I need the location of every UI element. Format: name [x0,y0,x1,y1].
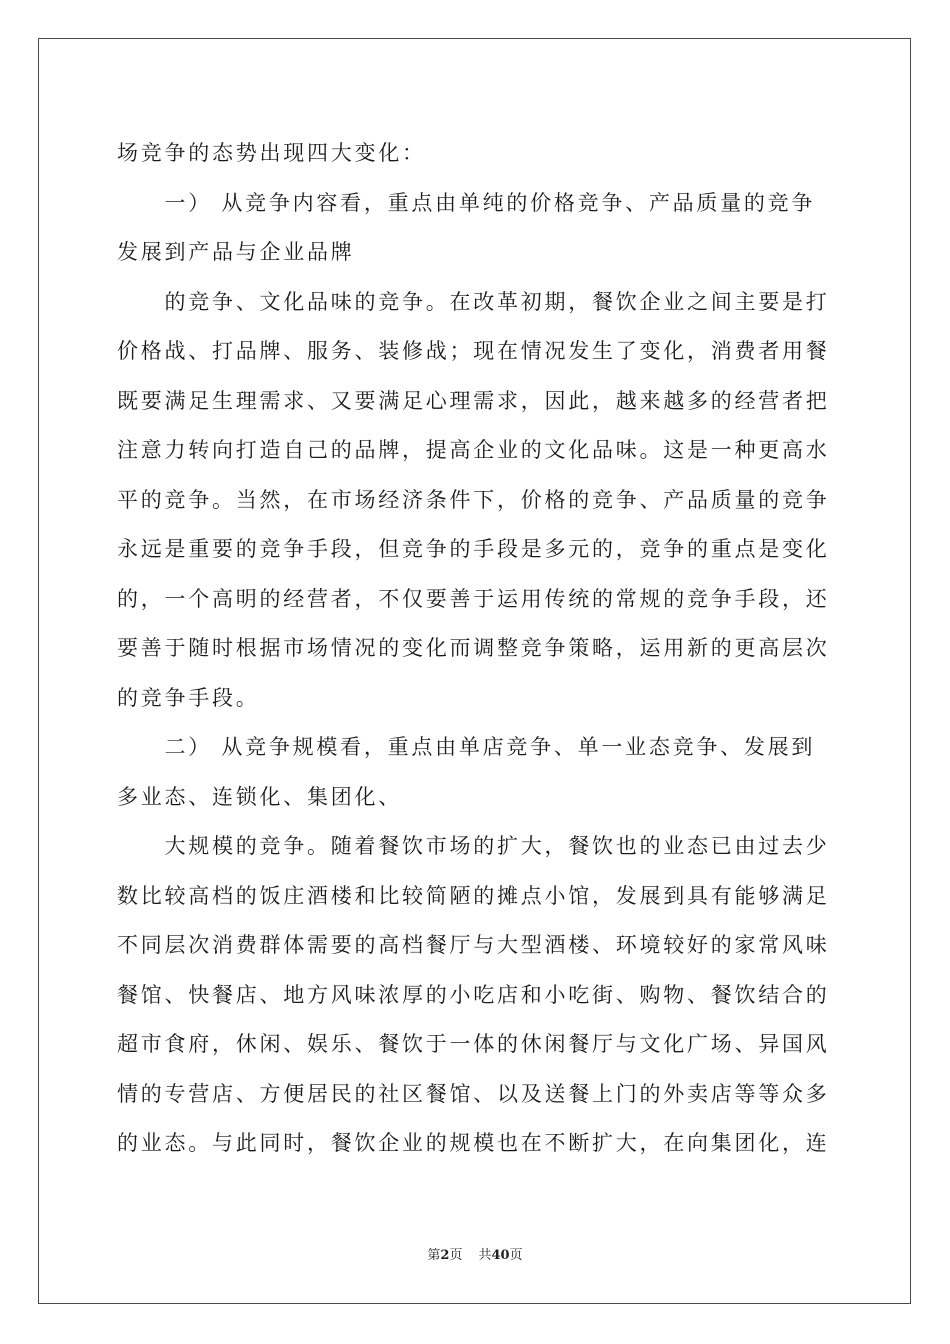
text-line: 发展到产品与企业品牌 [117,240,355,264]
text-line: 要善于随时根据市场情况的变化而调整竞争策略，运用新的更高层次 [117,636,830,660]
text-line: 一） 从竞争内容看，重点由单纯的价格竞争、产品质量的竞争 [164,190,816,215]
text-line: 场竞争的态势出现四大变化： [117,141,426,165]
text-line: 大规模的竞争。随着餐饮市场的扩大，餐饮也的业态已由过去少 [164,834,830,858]
page-footer [0,1244,950,1263]
text-line: 数比较高档的饭庄酒楼和比较简陋的摊点小馆，发展到具有能够满足 [117,883,830,908]
text-line: 的，一个高明的经营者，不仅要善于运用传统的常规的竞争手段，还 [117,586,830,611]
document-body [117,129,833,1169]
page-prefix: 第 [427,1248,441,1263]
text-line: 多业态、连锁化、集团化、 [117,784,402,809]
text-line: 的业态。与此同时，餐饮企业的规模也在不断扩大，在向集团化，连 [117,1131,830,1155]
text-line: 价格战、打品牌、服务、装修战；现在情况发生了变化，消费者用餐 [117,339,830,363]
text-line: 超市食府，休闲、娱乐、餐饮于一体的休闲餐厅与文化广场、异国风 [117,1032,830,1056]
total-pages-number: 40 [491,1248,510,1263]
text-line: 不同层次消费群体需要的高档餐厅与大型酒楼、环境较好的家常风味 [117,933,830,957]
text-line: 情的专营店、方便居民的社区餐馆、以及送餐上门的外卖店等等众多 [117,1081,830,1106]
text-line: 永远是重要的竞争手段，但竞争的手段是多元的，竞争的重点是变化 [117,537,830,561]
total-prefix: 共 [478,1248,492,1263]
text-line: 餐馆、快餐店、地方风味浓厚的小吃店和小吃街、购物、餐饮结合的 [117,982,830,1007]
current-page-number: 2 [440,1248,450,1263]
text-line: 的竞争、文化品味的竞争。在改革初期，餐饮企业之间主要是打 [164,289,830,314]
text-line: 二） 从竞争规模看，重点由单店竞争、单一业态竞争、发展到 [164,735,816,759]
text-line: 的竞争手段。 [117,685,260,710]
total-suffix: 页 [509,1248,523,1263]
text-line: 既要满足生理需求、又要满足心理需求，因此，越来越多的经营者把 [117,388,830,413]
text-line: 平的竞争。当然，在市场经济条件下，价格的竞争、产品质量的竞争 [117,487,830,512]
text-line: 注意力转向打造自己的品牌，提高企业的文化品味。这是一种更高水 [117,438,830,462]
page-suffix: 页 [449,1248,463,1263]
